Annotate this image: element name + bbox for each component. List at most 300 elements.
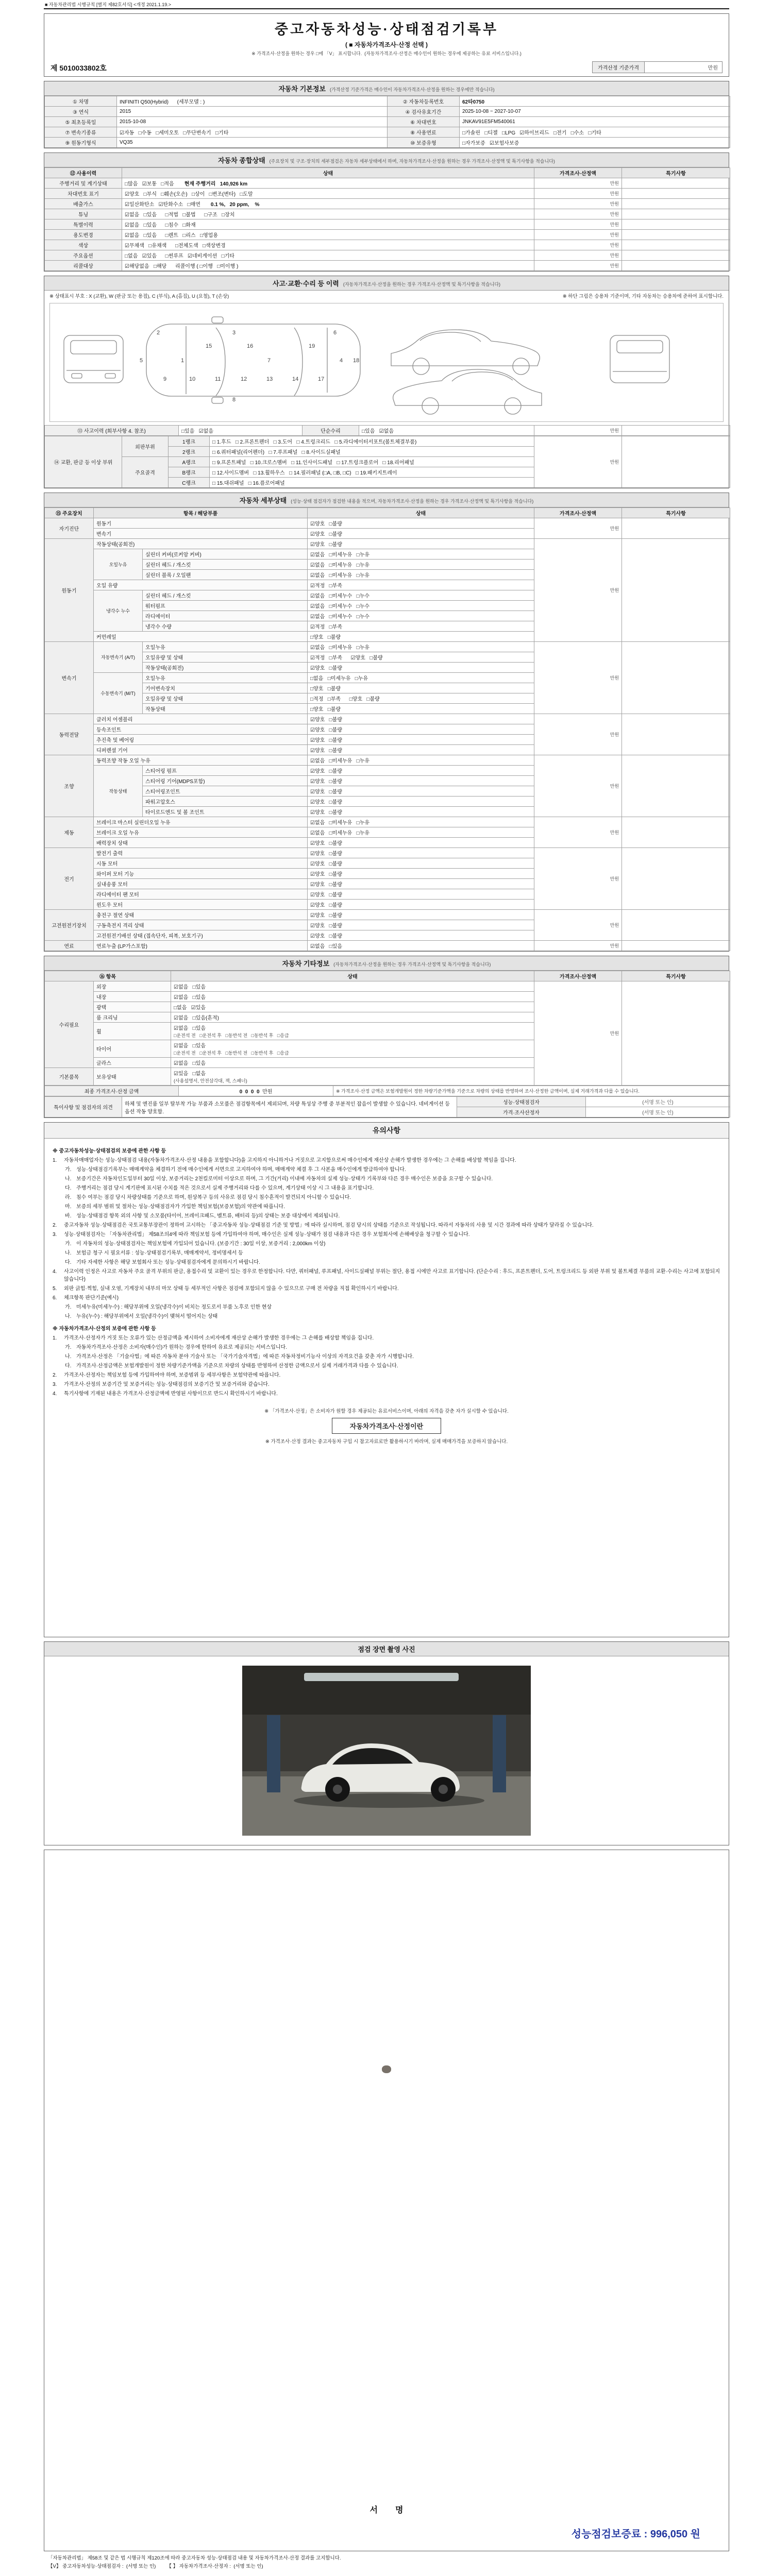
remark-cell xyxy=(622,755,730,817)
state-options[interactable]: ☑없음 □있음 xyxy=(171,992,534,1002)
state-options[interactable]: ☑양호 □불량 xyxy=(308,848,534,858)
remark-cell xyxy=(622,219,730,230)
etc-item-label: 광택 xyxy=(94,1002,171,1012)
state-options[interactable]: □양호 □불량 xyxy=(308,704,534,714)
table-row xyxy=(45,755,730,766)
device-label: 전기 xyxy=(45,848,94,910)
etc-item-label: 휠 xyxy=(94,1023,171,1040)
state-extra-options[interactable]: □운전석 전 □운전석 후 □동반석 전 □동반석 후 □응급 xyxy=(174,1033,289,1038)
device-label: 원동기 xyxy=(45,539,94,642)
usage-item-label: 용도변경 xyxy=(45,230,122,240)
etc-item-label: 글라스 xyxy=(94,1058,171,1068)
state-options[interactable]: ☑일산화탄소 ☑탄화수소 □매연 0.1 %, 20 ppm, % xyxy=(122,199,534,209)
subgroup-label: 자동변속기 (A/T) xyxy=(94,642,143,673)
table-row xyxy=(45,250,730,261)
state-options[interactable]: ☑없음 □있음 xyxy=(171,1058,534,1068)
item-label: 스티어링 펌프 xyxy=(143,766,308,776)
item-label: 작동상태(공회전) xyxy=(94,539,308,549)
rank-part-options[interactable]: □ 12.사이드멤버 □ 13.휠하우스 □ 14.필러패널 (□A, □B, □C) □ 19.패키지트레이 xyxy=(210,467,534,478)
opinion-text: 하체 및 엔진룸 일부 탈부착 가능 부품과 소모품은 점검항목에서 제외되며, 차량 특성상 주행 중 부분적인 잡음이 발생할 수 있습니다. 네비게이션 등 옵션 작동 양호함. xyxy=(122,1097,457,1117)
inspection-photo xyxy=(242,1666,531,1836)
basic-info-table xyxy=(44,96,730,148)
table-row xyxy=(45,138,730,148)
remark-cell xyxy=(622,230,730,240)
state-options[interactable]: ☑양호 □불량 xyxy=(308,776,534,786)
price-cell: 만원 xyxy=(534,910,622,941)
item-label: 작동상태(공회전) xyxy=(143,663,308,673)
field-value[interactable]: □가솔린 □디젤 □LPG ☑하이브리드 □전기 □수소 □기타 xyxy=(460,127,730,138)
notice-item: 가. 미세누유(미세누수) : 해당부위에 오일(냉각수)이 비치는 정도로서 부품 노후로 인한 현상 xyxy=(65,1304,272,1310)
usage-item-label: 리콜대상 xyxy=(45,261,122,271)
notice-body xyxy=(44,1139,729,1405)
item-label: 시동 모터 xyxy=(94,858,308,869)
table-row xyxy=(45,910,730,920)
state-options[interactable]: □양호 □불량 xyxy=(308,683,534,693)
state-options[interactable]: ☑없음 □미세누유 □누유 xyxy=(308,549,534,560)
etc-item-label: 내장 xyxy=(94,992,171,1002)
table-row xyxy=(45,96,730,107)
price-cell: 만원 xyxy=(534,518,622,539)
state-options[interactable]: ☑적정 □부족 xyxy=(308,580,534,590)
field-label: ② 자동차등록번호 xyxy=(388,96,460,107)
notice-item: 가. 자동차가격조사·산정은 소비자(매수인)가 원하는 경우에 한하여 유료로 제공되는 서비스입니다. xyxy=(65,1345,287,1350)
state-options[interactable]: ☑없음 □미세누유 □누유 xyxy=(308,817,534,827)
notice-item: 라. 침수 여부는 점검 당시 차량상태를 기준으로 하며, 원상복구 등의 사유로 점검 당시 침수흔적이 발견되지 아니할 수 있습니다. xyxy=(65,1195,351,1200)
diagram-part-number: 5 xyxy=(140,358,143,364)
price-cell: 만원 xyxy=(534,240,622,250)
price-cell: 만원 xyxy=(534,178,622,189)
section-note: (성능·상태 점검자가 점검한 내용을 적으며, 자동차가격조사·산정을 원하는 경우 가격조사·산정액 및 특기사항을 적습니다) xyxy=(291,499,534,504)
state-options[interactable]: ☑양호 □불량 xyxy=(308,858,534,869)
table-row xyxy=(45,219,730,230)
state-options[interactable]: ☑없음 □있음 □운전석 전 □운전석 후 □동반석 전 □동반석 후 □응급 xyxy=(171,1040,534,1058)
doc-title: 중고자동차성능·상태점검기록부 xyxy=(274,22,499,37)
rank-part-options[interactable]: □ 9.프론트패널 □ 10.크로스멤버 □ 11.인사이드패널 □ 17.트렁크플로어 □ 18.리어패널 xyxy=(210,457,534,467)
state-options[interactable]: ☑없음 □있음 xyxy=(171,981,534,992)
remark-cell xyxy=(622,189,730,199)
remark-cell xyxy=(622,261,730,271)
field-label: ⑩ 보증유형 xyxy=(388,138,460,148)
remark-cell xyxy=(622,436,730,488)
usage-item-label: 주요옵션 xyxy=(45,250,122,261)
table-row xyxy=(45,714,730,724)
field-label: ④ 검사유효기간 xyxy=(388,107,460,117)
state-options[interactable]: ☑없음 □있음 □적법 □불법 □구조 □장치 xyxy=(122,209,534,219)
price-cell: 만원 xyxy=(534,436,622,488)
table-row xyxy=(45,261,730,271)
state-extra-options[interactable]: □운전석 전 □운전석 후 □동반석 전 □동반석 후 □응급 xyxy=(174,1050,289,1056)
item-label: 동력조향 작동 오일 누유 xyxy=(94,755,308,766)
item-label: 연료누출 (LP가스포함) xyxy=(94,941,308,951)
diagram-part-number: 18 xyxy=(353,358,360,364)
final-price-label: 최종 가격조사·산정 금액 xyxy=(45,1086,179,1096)
rank-label: B랭크 xyxy=(169,467,210,478)
price-select-note[interactable]: ※ 가격조사·산정을 원하는 경우 □에 「V」 표시합니다. (자동차가격조사·산정은 매수인이 원하는 경우에 제공하는 유료 서비스입니다.) xyxy=(251,51,522,56)
accident-history-table xyxy=(44,425,730,436)
device-label: 연료 xyxy=(45,941,94,951)
state-options[interactable]: ☑없음 □미세누수 □누수 xyxy=(308,590,534,601)
item-label: 실린더 커버(로커암 커버) xyxy=(143,549,308,560)
notice-item: 바. 성능·상태점검 항목 외의 사항 및 소모품(타이어, 브레이크패드, 벨트류, 배터리 등)의 상태는 보증 대상에서 제외됩니다. xyxy=(65,1213,340,1219)
col-device: ⑮ 주요장치 xyxy=(45,508,94,518)
device-label: 제동 xyxy=(45,817,94,848)
diagram-part-number: 1 xyxy=(181,358,184,364)
state-options[interactable]: ☑양호 □불량 xyxy=(308,910,534,920)
col-usage-history: ⑫ 사용이력 xyxy=(45,168,122,178)
notice-item: 2. 가격조사·산정자는 책임보험 등에 가입하여야 하며, 보증범위 등 세부사항은 보험약관에 따릅니다. xyxy=(53,1372,281,1378)
field-value: VQ35 xyxy=(117,138,388,148)
section-title: 자동차 기본정보 xyxy=(278,85,326,93)
notice-item: 나. 누유(누수) : 해당부위에서 오일(냉각수)이 맺혀서 떨어지는 상태 xyxy=(65,1314,218,1319)
item-label: 추진축 및 베어링 xyxy=(94,735,308,745)
definition-pre: ※ 「가격조사·산정」은 소비자가 원할 경우 제공되는 유료서비스이며, 아래의 자격을 갖춘 자가 실시할 수 있습니다. xyxy=(264,1409,509,1414)
diagram-part-number: 6 xyxy=(333,330,337,336)
zone-label: 외판부위 xyxy=(122,436,169,457)
state-options[interactable]: ☑있음 □없음 (사용설명서, 안전삼각대, 잭, 스패너) xyxy=(171,1068,534,1086)
notice-item: 1. 자동차매매업자는 성능·상태점검 내용(자동차가격조사·산정 내용을 포함합니다)을 고지하지 아니하거나 거짓으로 고지함으로써 매수인에게 재산상 손해가 발생한 경우에는 그 손해를 배상할 책임을 집니다. xyxy=(53,1158,516,1163)
table-row xyxy=(45,127,730,138)
item-label: 고전원전기배선 상태 (접속단자, 피복, 보호기구) xyxy=(94,930,308,941)
state-options[interactable]: □없음 □미세누유 □누유 xyxy=(308,673,534,683)
zone-label: 주요골격 xyxy=(122,457,169,488)
state-options[interactable]: □없음 ☑있음 xyxy=(171,1002,534,1012)
remark-cell xyxy=(622,817,730,848)
etc-item-label: 타이어 xyxy=(94,1040,171,1058)
state-options[interactable]: ☑양호 □불량 xyxy=(308,529,534,539)
remark-cell xyxy=(622,848,730,910)
diagram-part-number: 17 xyxy=(318,376,325,382)
state-options[interactable]: ☑없음 □있음 □침수 □화재 xyxy=(122,219,534,230)
section-etc-info xyxy=(44,956,729,1118)
notice-price-head: ※ 자동차가격조사·산정의 보증에 관한 사항 등 xyxy=(53,1326,156,1332)
field-value: 2025-10-08 ~ 2027-10-07 xyxy=(460,107,730,117)
remark-cell xyxy=(622,910,730,941)
state-options[interactable]: ☑양호 □불량 xyxy=(308,869,534,879)
notice-perf-head: ※ 중고자동차성능·상태점검의 보증에 관한 사항 등 xyxy=(53,1148,166,1154)
car-diagram xyxy=(51,304,721,418)
usage-item-label: 배출가스 xyxy=(45,199,122,209)
price-cell: 만원 xyxy=(534,848,622,910)
notice-item: 6. 체크항목 판단기준(예시) xyxy=(53,1295,119,1301)
overall-state-table xyxy=(44,167,730,271)
rank-part-options[interactable]: □ 15.대쉬패널 □ 16.플로어패널 xyxy=(210,478,534,488)
doc-header xyxy=(44,13,729,77)
accident-history-options[interactable]: □있음 ☑없음 xyxy=(179,426,303,436)
document-number: 제 5010033802호 xyxy=(51,64,107,72)
remark-cell xyxy=(622,714,730,755)
notice-item: 3. 가격조사·산정의 보증기간 및 보증거리는 성능·상태점검의 보증기간 및 보증거리와 같습니다. xyxy=(53,1382,270,1387)
notice-item: 다. 가격조사·산정금액은 보험개발원이 정한 차량기준가액을 기준으로 차량의 상태를 반영하여 산정한 금액으로서 실제 거래가격과 다를 수 있습니다. xyxy=(65,1363,398,1369)
state-options[interactable]: ☑없음 □있음(흔적) xyxy=(171,1012,534,1023)
col-state: 상태 xyxy=(308,508,534,518)
section-note: (주요장치 및 구조·장치의 세부점검은 자동차 세부상태에서 하며, 자동차가격조사·산정을 원하는 경우 가격조사·산정액 및 특기사항을 적습니다) xyxy=(269,159,555,164)
item-label: 클러치 어셈블리 xyxy=(94,714,308,724)
definition-title: 자동차가격조사·산정이란 xyxy=(332,1418,441,1434)
item-label: 오일 유량 xyxy=(94,580,308,590)
section-accident-history xyxy=(44,276,729,488)
state-options[interactable]: ☑양호 □불량 xyxy=(308,838,534,848)
state-options[interactable]: ☑없음 □있음 □렌트 □리스 □영업용 xyxy=(122,230,534,240)
etc-info-table xyxy=(44,971,730,1086)
final-price-note: ※ 가격조사·산정 금액은 보험개발원이 정한 차량기준가액을 기준으로 차량의 상태를 반영하여 조사·산정한 금액이며, 실제 거래가격과 다를 수 있습니다. xyxy=(333,1086,730,1096)
remark-cell xyxy=(622,642,730,714)
diagram-part-number: 7 xyxy=(267,358,271,364)
field-label: ⑨ 원동기형식 xyxy=(45,138,117,148)
state-options[interactable]: ☑없음 □미세누수 □누수 xyxy=(308,601,534,611)
notice-item: 가. 성능·상태점검기록부는 매매계약을 체결하기 전에 매수인에게 서면으로 고지하여야 하며, 매매계약 체결 후 그 사본을 매수인에게 발급하여야 합니다. xyxy=(65,1167,406,1173)
notice-item: 가. 이 자동차의 성능·상태점검자는 책임보험에 가입되어 있습니다. (보증기간 : 30일 이상, 보증거리 : 2,000km 이상) xyxy=(65,1241,326,1247)
remark-cell xyxy=(622,518,730,539)
remark-cell xyxy=(622,941,730,951)
diagram-part-number: 12 xyxy=(241,376,247,382)
field-value[interactable]: □자가보증 ☑보험사보증 xyxy=(460,138,730,148)
warranty-fee: 성능점검보증료 : 996,050 원 xyxy=(571,2528,700,2540)
state-options[interactable]: □적정 □부족 □양호 □불량 xyxy=(308,693,534,704)
rank-label: C랭크 xyxy=(169,478,210,488)
table-row xyxy=(45,230,730,240)
state-options[interactable]: ☑없음 □미세누수 □누수 xyxy=(308,611,534,621)
state-options[interactable]: □없음 ☑있음 □썬루프 ☑네비게이션 □기타 xyxy=(122,250,534,261)
opinion-label: 특이사항 및 점검자의 의견 xyxy=(45,1097,122,1117)
field-label: ③ 연식 xyxy=(45,107,117,117)
state-options[interactable]: ☑적정 □부족 xyxy=(308,621,534,632)
notice-item: 2. 중고자동차 성능·상태점검은 국토교통부장관이 정하여 고시하는 「중고자동차 성능·상태점검 기준 및 방법」에 따라 실시하며, 점검 당시의 상태를 기준으로 작성됩니다. 따라서 자동차의 사용 및 시간 경과에 따라 상태가 달라질 수 있습니다. xyxy=(53,1223,594,1228)
device-label: 변속기 xyxy=(45,642,94,714)
notice-item: 4. 사고이력 인정은 사고로 자동차 주요 골격 부위의 판금, 용접수리 및 교환이 있는 경우로 한정합니다. 다만, 쿼터패널, 루프패널, 사이드실패널 부위는 절단, 용접 시에만 사고로 표기합니다. (단순수리 : 후드, 프론트펜더, 도어, 트렁크리드 등 외판 부위 및 볼트체결 부품의 교환·수리는 사고에 포함되지 않습니다) xyxy=(53,1269,720,1282)
item-label: 스티어링 기어(MDPS포함) xyxy=(143,776,308,786)
price-cell: 만원 xyxy=(534,261,622,271)
item-label: 실린더 블록 / 오일팬 xyxy=(143,570,308,580)
field-value: 62타0750 xyxy=(460,96,730,107)
subgroup-label: 냉각수 누수 xyxy=(94,590,143,632)
table-row xyxy=(45,518,730,529)
state-options[interactable]: ☑양호 □불량 xyxy=(308,930,534,941)
rank-part-options[interactable]: □ 1.후드 □ 2.프론트펜더 □ 3.도어 □ 4.트렁크리드 □ 5.라디에이터서포트(볼트체결부품) xyxy=(210,436,534,447)
state-options[interactable]: ☑양호 □불량 xyxy=(308,663,534,673)
item-label: 커먼레일 xyxy=(94,632,308,642)
item-label: 등속조인트 xyxy=(94,724,308,735)
device-label: 동력전달 xyxy=(45,714,94,755)
col-item: ⑯ 항목 xyxy=(45,971,171,981)
section-notice xyxy=(44,1122,729,1637)
notice-item: 3. 성능·상태점검자는 「자동차관리법」 제58조의4에 따라 책임보험 등에 가입하여야 하며, 매수인은 실제 성능·상태가 점검 내용과 다른 경우 보험회사에 손해배상을 청구할 수 있습니다. xyxy=(53,1232,470,1238)
price-cell: 만원 xyxy=(534,817,622,848)
state-options[interactable]: ☑양호 □불량 xyxy=(308,745,534,755)
table-row xyxy=(45,436,730,447)
state-options[interactable]: ☑없음 □미세누유 □누유 xyxy=(308,560,534,570)
diagram-part-number: 9 xyxy=(163,376,167,382)
field-value[interactable]: ☑자동 □수동 □세미오토 □무단변속기 □기타 xyxy=(117,127,388,138)
diagram-part-number: 3 xyxy=(232,330,236,336)
field-value: 2015 xyxy=(117,107,388,117)
section-title: 자동차 종합상태 xyxy=(218,157,265,164)
appraiser-sign-area: (서명 또는 인) xyxy=(586,1107,730,1117)
remark-cell xyxy=(622,240,730,250)
base-price-box xyxy=(592,61,722,73)
final-price-amount: 0 0 0 0 만원 xyxy=(179,1086,333,1096)
table-row xyxy=(45,642,730,652)
field-value: INFINITI Q50(Hybrid) (세부모델 : ) xyxy=(117,96,388,107)
etc-group-label: 수리필요 xyxy=(45,981,94,1068)
exchange-parts-label: ⑭ 교환, 판금 등 이상 부위 xyxy=(45,436,122,488)
state-options[interactable]: ☑양호 □불량 xyxy=(308,796,534,807)
item-label: 변속기 xyxy=(94,529,308,539)
section-note: (가격산정 기준가격은 매수인이 자동차가격조사·산정을 원하는 경우에만 적습니다) xyxy=(329,87,495,92)
price-cell: 만원 xyxy=(534,426,622,436)
item-label: 실린더 헤드 / 개스킷 xyxy=(143,590,308,601)
section-note: (자동차가격조사·산정을 원하는 경우 가격조사·산정액 및 특기사항을 적습니다) xyxy=(333,962,491,967)
field-label: ⑧ 사용연료 xyxy=(388,127,460,138)
state-options[interactable]: ☑양호 □불량 xyxy=(308,735,534,745)
item-label: 오일유량 및 상태 xyxy=(143,652,308,663)
notice-item: 4. 특기사항에 기재된 내용은 가격조사·산정금액에 반영된 사항이므로 반드시 확인하시기 바랍니다. xyxy=(53,1391,278,1397)
price-cell: 만원 xyxy=(534,230,622,240)
device-label: 고전원전기장치 xyxy=(45,910,94,941)
state-options[interactable]: ☑양호 □불량 xyxy=(308,518,534,529)
state-options[interactable]: ☑적정 □부족 ☑양호 □불량 xyxy=(308,652,534,663)
state-options[interactable]: ☑양호 □불량 xyxy=(308,807,534,817)
item-label: 배력장치 상태 xyxy=(94,838,308,848)
diagram-part-number: 11 xyxy=(215,376,221,382)
notice-item: 다. 주행거리는 점검 당시 계기판에 표시된 수치를 적은 것으로서 실제 주행거리와 다를 수 있으며, 계기상태 이상 시 그 내용을 표기합니다. xyxy=(65,1185,374,1191)
state-options[interactable]: ☑양호 □불량 xyxy=(308,879,534,889)
etc-item-label: 룸 크리닝 xyxy=(94,1012,171,1023)
item-label: 스티어링조인트 xyxy=(143,786,308,796)
state-options[interactable]: ☑양호 □불량 xyxy=(308,920,534,930)
field-value: JNKAV91E5FM540061 xyxy=(460,117,730,127)
device-label: 자기진단 xyxy=(45,518,94,539)
remark-cell xyxy=(622,250,730,261)
table-row xyxy=(45,539,730,549)
table-row xyxy=(45,941,730,951)
usage-item-label: 특별이력 xyxy=(45,219,122,230)
simple-repair-options[interactable]: □있음 ☑없음 xyxy=(359,426,534,436)
notice-item: 나. 보증기간은 자동차인도일부터 30일 이상, 보증거리는 2천킬로미터 이상으로 하며, 그 기간(거리) 이내에 자동차의 실제 성능·상태가 기록부와 다른 경우 매수인은 보증을 요구할 수 있습니다. xyxy=(65,1176,493,1182)
accident-history-label: ⑬ 사고이력 (회부사항 4. 참조) xyxy=(45,426,179,436)
col-price: 가격조사·산정액 xyxy=(534,971,622,981)
item-label: 기어변속장치 xyxy=(143,683,308,693)
opinion-table xyxy=(44,1096,730,1117)
definition-block xyxy=(44,1405,729,1451)
subgroup-label: 수동변속기 (M/T) xyxy=(94,673,143,714)
price-cell: 만원 xyxy=(534,199,622,209)
notice-title: 유의사항 xyxy=(44,1123,729,1139)
price-cell: 만원 xyxy=(534,642,622,714)
footer-law-line: 「자동차관리법」 제58조 및 같은 법 시행규칙 제120조에 따라 중고자동차 성능·상태점검 내용 및 자동차가격조사·산정 결과를 고지합니다. xyxy=(48,2555,341,2561)
state-options[interactable]: ☑없음 □있음 □운전석 전 □운전석 후 □동반석 전 □동반석 후 □응급 xyxy=(171,1023,534,1040)
col-remark: 특기사항 xyxy=(622,971,730,981)
state-options[interactable]: ☑양호 □불량 xyxy=(308,889,534,900)
usage-item-label: 주행거리 및 계기상태 xyxy=(45,178,122,189)
col-remark: 특기사항 xyxy=(622,508,730,518)
stamp-mark xyxy=(382,2065,391,2073)
signature-section xyxy=(44,1850,729,2551)
table-row xyxy=(45,199,730,209)
section-title: 사고·교환·수리 등 이력 xyxy=(272,280,339,287)
rank-label: 1랭크 xyxy=(169,436,210,447)
table-row xyxy=(45,117,730,127)
usage-item-label: 색상 xyxy=(45,240,122,250)
item-label: 워터펌프 xyxy=(143,601,308,611)
notice-item: 다. 기타 자세한 사항은 해당 보험회사 또는 성능·상태점검자에게 문의하시기 바랍니다. xyxy=(65,1260,260,1265)
state-options[interactable]: ☑없음 □있음 xyxy=(308,941,534,951)
remark-cell xyxy=(622,981,730,1086)
item-label: 오일누유 xyxy=(143,673,308,683)
section-title: 점검 장면 촬영 사진 xyxy=(358,1646,415,1653)
price-cell: 만원 xyxy=(534,539,622,642)
col-item: 항목 / 해당부품 xyxy=(94,508,308,518)
section-title: 자동차 기타정보 xyxy=(282,960,330,968)
base-price-label: 가격산정 기준가격 xyxy=(593,62,645,73)
state-extra-value: 0.1 %, 20 ppm, % xyxy=(210,202,260,208)
state-options[interactable]: □많음 ☑보통 □적음 현재 주행거리 140,926 km xyxy=(122,178,534,189)
state-options[interactable]: ☑양호 □불량 xyxy=(308,539,534,549)
table-row xyxy=(45,189,730,199)
price-cell: 만원 xyxy=(534,981,622,1086)
diagram-part-number: 2 xyxy=(157,330,160,336)
item-label: 오일유량 및 상태 xyxy=(143,693,308,704)
detail-state-table xyxy=(44,507,730,951)
item-label: 라디에이터 xyxy=(143,611,308,621)
rank-label: 2랭크 xyxy=(169,447,210,457)
notice-item: 마. 보증의 세부 범위 및 절차는 성능·상태점검자가 가입한 책임보험(보증보험)의 약관에 따릅니다. xyxy=(65,1204,285,1210)
diagram-part-number: 14 xyxy=(292,376,299,382)
col-state: 상태 xyxy=(171,971,534,981)
table-row xyxy=(45,817,730,827)
col-price: 가격조사·산정액 xyxy=(534,508,622,518)
table-row xyxy=(45,981,730,992)
footer-signer-line: 【V】 중고자동차성능·상태점검자 : (서명 또는 인) 【 】 자동차가격조사·산정자 : (서명 또는 인) xyxy=(48,2563,263,2569)
state-extra-value: 현재 주행거리 140,926 km xyxy=(184,181,248,187)
state-options[interactable]: ☑양호 □불량 xyxy=(308,724,534,735)
remark-cell xyxy=(622,426,730,436)
notice-item: 나. 가격조사·산정은 「기술사법」에 따른 자동차 분야 기술사 또는 「국가기술자격법」에 따른 자동차정비기능사 이상의 자격요건을 갖춘 자가 시행합니다. xyxy=(65,1354,414,1360)
item-label: 라디에이터 팬 모터 xyxy=(94,889,308,900)
rank-part-options[interactable]: □ 6.쿼터패널(리어펜더) □ 7.루프패널 □ 8.사이드실패널 xyxy=(210,447,534,457)
price-cell: 만원 xyxy=(534,714,622,755)
state-options[interactable]: ☑무채색 □유채색 □전체도색 □색상변경 xyxy=(122,240,534,250)
table-row xyxy=(45,848,730,858)
state-code-legend: ※ 상태표시 부호 : X (교환), W (판금 또는 용접), C (부식), A (흠집), U (요철), T (손상) xyxy=(49,294,229,299)
state-options[interactable]: ☑양호 □부식 □훼손(오손) □상이 □변조(변타) □도말 xyxy=(122,189,534,199)
state-options[interactable]: □양호 □불량 xyxy=(308,632,534,642)
state-options[interactable]: ☑양호 □불량 xyxy=(308,900,534,910)
price-select-option[interactable]: ( ■ 자동차가격조사·산정 선택 ) xyxy=(345,41,428,48)
state-options[interactable]: ☑없음 □미세누유 □누유 xyxy=(308,827,534,838)
diagram-part-number: 15 xyxy=(206,343,212,349)
diagram-part-number: 4 xyxy=(340,358,343,364)
state-options[interactable]: ☑없음 □미세누유 □누유 xyxy=(308,642,534,652)
state-options[interactable]: ☑양호 □불량 xyxy=(308,766,534,776)
state-options[interactable]: ☑없음 □미세누유 □누유 xyxy=(308,755,534,766)
col-price: 가격조사·산정액 xyxy=(534,168,622,178)
rank-label: A랭크 xyxy=(169,457,210,467)
state-options[interactable]: ☑양호 □불량 xyxy=(308,714,534,724)
item-label: 실내송풍 모터 xyxy=(94,879,308,889)
etc-basic-items-label: 기본품목 xyxy=(45,1068,94,1086)
field-label: ⑤ 최초등록일 xyxy=(45,117,117,127)
field-label: ① 차명 xyxy=(45,96,117,107)
state-options[interactable]: ☑양호 □불량 xyxy=(308,786,534,796)
item-label: 브레이크 오일 누유 xyxy=(94,827,308,838)
definition-post: ※ 가격조사·산정 결과는 중고자동차 구입 시 참고자료로만 활용하시기 바라며, 실제 매매가격을 보증하지 않습니다. xyxy=(265,1439,508,1445)
item-label: 타이로드엔드 및 볼 조인트 xyxy=(143,807,308,817)
state-options[interactable]: ☑해당없음 □해당 리콜이행 ( □이행 □미이행 ) xyxy=(122,261,534,271)
item-label: 실린더 헤드 / 개스킷 xyxy=(143,560,308,570)
final-price-table xyxy=(44,1086,730,1096)
footer-notes xyxy=(44,2551,729,2574)
state-options[interactable]: ☑없음 □미세누유 □누유 xyxy=(308,570,534,580)
